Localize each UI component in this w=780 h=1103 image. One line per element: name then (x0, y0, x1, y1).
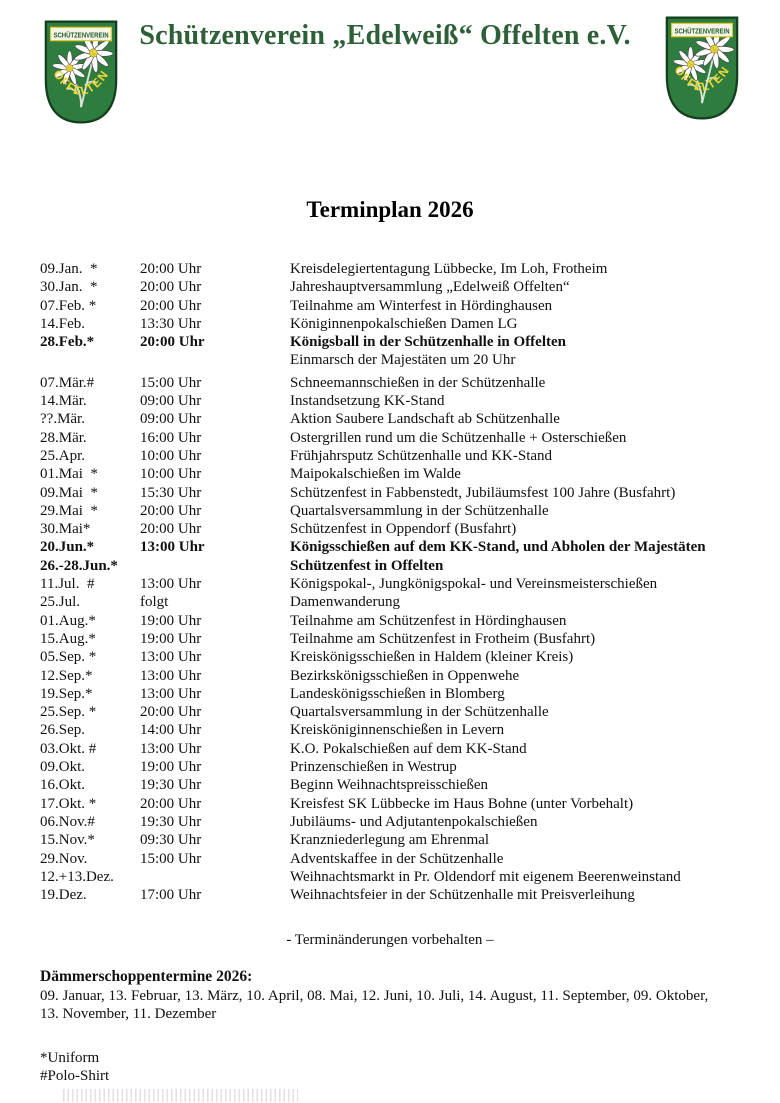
schedule-time: 09:00 Uhr (140, 393, 202, 410)
schedule-time (140, 557, 290, 575)
schedule-date: 01.Aug.* (40, 612, 96, 629)
schedule-date: 01.Mai * (40, 466, 98, 483)
schedule-time: 16:00 Uhr (140, 429, 202, 446)
schedule-date: 09.Okt. (40, 759, 85, 776)
schedule-time: 19:30 Uhr (140, 777, 202, 794)
schedule-date: 17.Okt. * (40, 795, 97, 812)
schedule-time: 09:30 Uhr (140, 832, 202, 849)
schedule-date: 14.Feb. (40, 315, 85, 332)
schedule-date: 26.-28.Jun.* (40, 557, 118, 574)
schedule-date: 30.Jan. * (40, 279, 98, 296)
schedule-event: Königinnenpokalschießen Damen LG (290, 315, 518, 332)
schedule-time: 20:00 Uhr (140, 279, 202, 296)
page-title: Terminplan 2026 (306, 197, 474, 222)
schedule-row (40, 612, 760, 630)
schedule-row (40, 630, 760, 648)
schedule-date: 16.Okt. (40, 777, 85, 794)
schedule-time: 19:30 Uhr (140, 813, 202, 830)
schedule-time: 13:00 Uhr (140, 667, 202, 684)
schedule-date: 28.Feb.* (40, 334, 95, 351)
schedule-row (40, 721, 760, 739)
schedule-row (40, 410, 760, 428)
schedule-row (40, 868, 760, 886)
schedule-date: 03.Okt. # (40, 740, 97, 757)
schedule-row (40, 850, 760, 868)
legend-block (40, 1050, 340, 1085)
schedule-event: Königspokal-, Jungkönigspokal- und Vereinsmeisterschießen (290, 576, 658, 593)
schedule-row (40, 538, 760, 556)
schedule-time: 20:00 Uhr (140, 704, 202, 721)
schedule-event: Schützenfest in Fabbenstedt, Jubiläumsfest 100 Jahre (Busfahrt) (290, 484, 676, 501)
schedule-time: 19:00 Uhr (140, 612, 202, 629)
schedule-event: Schneemannschießen in der Schützenhalle (290, 374, 546, 391)
schedule-row (40, 502, 760, 520)
schedule-row (40, 831, 760, 849)
schedule-event: Instandsetzung KK-Stand (290, 393, 445, 410)
schedule-date: 20.Jun.* (40, 539, 95, 556)
schedule-event: Kranzniederlegung am Ehrenmal (290, 832, 490, 849)
schedule-event: Königsschießen auf dem KK-Stand, und Abholen der Majestäten (290, 539, 706, 556)
schedule-date: 14.Mär. (40, 393, 87, 410)
schedule-time: 13:00 Uhr (140, 685, 202, 702)
schedule-event: Königsball in der Schützenhalle in Offelten (290, 334, 566, 351)
schedule-time: 09:00 Uhr (140, 411, 202, 428)
schedule-event: Frühjahrsputz Schützenhalle und KK-Stand (290, 447, 553, 464)
change-note: - Terminänderungen vorbehalten – (286, 932, 494, 948)
schedule-event: Teilnahme am Schützenfest in Frotheim (Busfahrt) (290, 630, 596, 647)
schedule-time: 13:00 Uhr (140, 649, 202, 666)
schedule-time: 10:00 Uhr (140, 447, 202, 464)
schedule-time (140, 351, 290, 369)
schedule-row (40, 648, 760, 666)
schedule-row (40, 465, 760, 483)
schedule-time: 20:00 Uhr (140, 297, 202, 314)
schedule-row (40, 795, 760, 813)
schedule-event: Adventskaffee in der Schützenhalle (290, 850, 504, 867)
daemmerschoppen-title: Dämmerschoppentermine 2026: (40, 968, 253, 985)
schedule-event: Jahreshauptversammlung „Edelweiß Offelten“ (290, 279, 570, 296)
schedule-event: Schützenfest in Oppendorf (Busfahrt) (290, 521, 517, 538)
schedule-row (40, 667, 760, 685)
schedule-time: 13:00 Uhr (140, 740, 202, 757)
daemmerschoppen-dates-line1: 09. Januar, 13. Februar, 13. März, 10. April, 08. Mai, 12. Juni, 10. Juli, 14. August, 11. September, 09. Oktober, (40, 987, 709, 1004)
schedule-event: Weihnachtsmarkt in Pr. Oldendorf mit eigenem Beerenweinstand (290, 868, 681, 885)
schedule-event: Landeskönigsschießen in Blomberg (290, 685, 505, 702)
schedule-event: Kreiskönigsschießen in Haldem (kleiner Kreis) (290, 649, 574, 666)
schedule-event: Prinzenschießen in Westrup (290, 759, 457, 776)
schedule-row (40, 886, 760, 904)
schedule-event: Kreisköniginnenschießen in Levern (290, 722, 505, 739)
schedule-row (40, 557, 760, 575)
schedule-row (40, 776, 760, 794)
schedule-date: 12.Sep.* (40, 667, 93, 684)
schedule-date: 15.Nov.* (40, 832, 95, 849)
schedule-event: Quartalsversammlung in der Schützenhalle (290, 502, 549, 519)
schedule-date: 11.Jul. # (40, 576, 95, 593)
schedule-row (40, 260, 760, 278)
schedule-time: 20:00 Uhr (140, 502, 202, 519)
schedule-event: Ostergrillen rund um die Schützenhalle + Osterschießen (290, 429, 627, 446)
club-logo-left-icon (43, 17, 119, 127)
schedule-table (40, 260, 760, 904)
schedule-date: 15.Aug.* (40, 630, 96, 647)
schedule-row (40, 297, 760, 315)
schedule-time: 15:00 Uhr (140, 850, 202, 867)
schedule-row (40, 520, 760, 538)
schedule-time: 19:00 Uhr (140, 759, 202, 776)
schedule-event: Aktion Saubere Landschaft ab Schützenhalle (290, 411, 560, 428)
legend-poloshirt: #Polo-Shirt (40, 1067, 110, 1084)
schedule-row (40, 429, 760, 447)
schedule-time: 10:00 Uhr (140, 466, 202, 483)
schedule-event: Teilnahme am Schützenfest in Hördinghausen (290, 612, 567, 629)
schedule-row (40, 740, 760, 758)
schedule-event: Quartalsversammlung in der Schützenhalle (290, 704, 549, 721)
schedule-date: 09.Mai * (40, 484, 98, 501)
schedule-row (40, 703, 760, 721)
schedule-date: 12.+13.Dez. (40, 868, 114, 885)
schedule-event: Jubiläums- und Adjutantenpokalschießen (290, 813, 538, 830)
club-title: Schützenverein „Edelweiß“ Offelten e.V. (139, 20, 631, 51)
schedule-date (40, 351, 140, 369)
schedule-date: 25.Sep. * (40, 704, 97, 721)
schedule-row (40, 813, 760, 831)
schedule-date: 09.Jan. * (40, 261, 98, 277)
schedule-date: 25.Apr. (40, 447, 85, 464)
schedule-event: Einmarsch der Majestäten um 20 Uhr (290, 352, 516, 369)
schedule-date: 19.Sep.* (40, 685, 93, 702)
schedule-event: Bezirkskönigsschießen in Oppenwehe (290, 667, 520, 684)
schedule-date: 26.Sep. (40, 722, 85, 739)
daemmerschoppen-dates-line2: 13. November, 11. Dezember (40, 1006, 217, 1022)
club-logo-right-icon (664, 13, 740, 123)
daemmerschoppen-block (40, 968, 750, 1024)
schedule-date: 29.Nov. (40, 850, 88, 867)
schedule-date: 07.Feb. * (40, 297, 97, 314)
schedule-event: Beginn Weihnachtspreisschießen (290, 777, 489, 794)
schedule-time: 13:00 Uhr (140, 539, 205, 556)
schedule-event: Kreisfest SK Lübbecke im Haus Bohne (unter Vorbehalt) (290, 795, 634, 812)
schedule-row (40, 374, 760, 392)
schedule-event: Weihnachtsfeier in der Schützenhalle mit Preisverleihung (290, 887, 635, 904)
schedule-date: 07.Mär.# (40, 374, 95, 391)
schedule-date: ??.Mär. (40, 411, 85, 428)
schedule-row (40, 333, 760, 351)
schedule-date: 06.Nov.# (40, 813, 95, 830)
schedule-row (40, 575, 760, 593)
schedule-event: K.O. Pokalschießen auf dem KK-Stand (290, 740, 527, 757)
schedule-event: Maipokalschießen im Walde (290, 466, 461, 483)
cropped-text-artifact (63, 1089, 298, 1102)
schedule-time: 19:00 Uhr (140, 630, 202, 647)
schedule-time: folgt (140, 594, 169, 611)
schedule-row (40, 392, 760, 410)
schedule-date: 19.Dez. (40, 887, 87, 904)
schedule-event: Schützenfest in Offelten (290, 557, 444, 574)
schedule-time: 20:00 Uhr (140, 261, 202, 277)
schedule-event: Kreisdelegiertentagung Lübbecke, Im Loh, Frotheim (290, 261, 608, 277)
schedule-time: 15:00 Uhr (140, 374, 202, 391)
schedule-row (40, 447, 760, 465)
schedule-date: 05.Sep. * (40, 649, 97, 666)
schedule-time: 15:30 Uhr (140, 484, 202, 501)
schedule-row (40, 758, 760, 776)
schedule-row (40, 278, 760, 296)
schedule-row (40, 685, 760, 703)
schedule-row (40, 593, 760, 611)
schedule-time: 13:30 Uhr (140, 315, 202, 332)
schedule-row (40, 351, 760, 369)
schedule-date: 25.Jul. (40, 594, 81, 611)
schedule-time: 14:00 Uhr (140, 722, 202, 739)
schedule-event: Damenwanderung (290, 594, 400, 611)
schedule-date: 29.Mai * (40, 502, 98, 519)
schedule-row (40, 484, 760, 502)
schedule-time: 20:00 Uhr (140, 795, 202, 812)
schedule-time: 20:00 Uhr (140, 334, 205, 351)
schedule-row (40, 315, 760, 333)
schedule-date: 30.Mai* (40, 521, 91, 538)
legend-uniform: *Uniform (40, 1050, 100, 1066)
schedule-time: 17:00 Uhr (140, 887, 202, 904)
schedule-event: Teilnahme am Winterfest in Hördinghausen (290, 297, 553, 314)
schedule-date: 28.Mär. (40, 429, 87, 446)
schedule-time: 20:00 Uhr (140, 521, 202, 538)
schedule-time: 13:00 Uhr (140, 576, 202, 593)
schedule-time (140, 868, 290, 886)
